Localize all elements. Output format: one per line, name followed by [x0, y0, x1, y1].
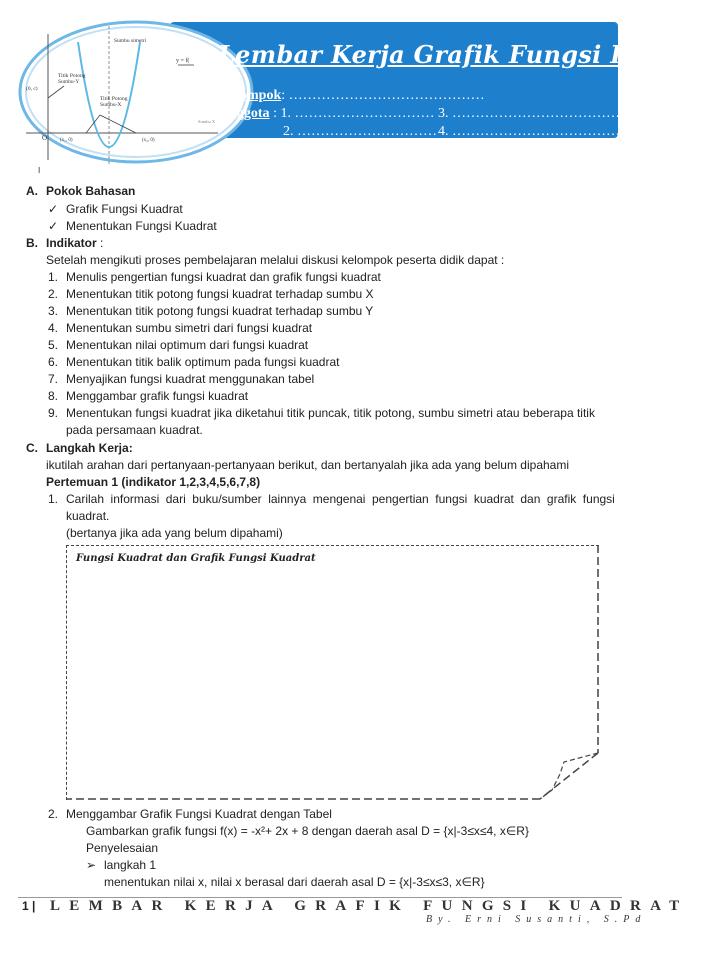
indikator-item: Menyajikan fungsi kuadrat menggunakan tabel	[66, 372, 315, 386]
anggota-field	[219, 106, 434, 122]
anggota-3: 3. ………………………………	[438, 106, 620, 121]
section-b-intro: Setelah mengikuti proses pembelajaran melalui diskusi kelompok peserta didik dapat :	[46, 253, 505, 267]
footer-title: LEMBAR KERJA GRAFIK FUNGSI KUADRAT	[50, 898, 689, 914]
section-b-colon: :	[96, 236, 104, 250]
anggota-1: : 1. …………………………	[273, 106, 435, 121]
section-c-letter: C.	[26, 441, 38, 455]
step-num: 1.	[48, 492, 59, 506]
indikator-item: Menentukan fungsi kuadrat jika diketahui titik puncak, titik potong, sumbu simetri atau beberapa titik	[66, 406, 595, 420]
indikator-num: 7.	[48, 372, 59, 386]
arrow-bullet-icon: ➢	[86, 858, 97, 872]
indikator-num: 8.	[48, 389, 59, 403]
step-num: 2.	[48, 807, 59, 821]
label-0c: (0, c)	[26, 86, 38, 92]
label-titik-potong-y: Titik Potong Sumbu-Y	[58, 73, 86, 85]
step2-task: Gambarkan grafik fungsi f(x) = -x²+ 2x + 8 dengan daerah asal D = {x|-3≤x≤4, x∈R}	[86, 824, 529, 838]
indikator-num: 1.	[48, 270, 59, 284]
section-b-heading-wrap	[46, 236, 103, 251]
anggota-4: 4. ………………………………	[438, 124, 620, 139]
label-y-eq: y = f(	[176, 58, 190, 64]
worksheet-title: Lembar Kerja Grafik Fungsi Kuadrat	[218, 40, 722, 69]
step1-text: Carilah informasi dari buku/sumber lainnya mengenai pengertian fungsi kuadrat dan grafik fungsi	[66, 492, 615, 506]
label-origin: O	[42, 134, 48, 142]
anggota-label: Anggota	[219, 106, 270, 121]
indikator-item-cont: pada persamaan kuadrat.	[66, 423, 203, 437]
indikator-num: 5.	[48, 338, 59, 352]
langkah-text: menentukan nilai x, nilai x berasal dari daerah asal D = {x|-3≤x≤3, x∈R}	[104, 875, 485, 889]
check-icon: ✓	[48, 219, 59, 233]
label-x2: (x₂, 0)	[142, 138, 155, 143]
step1-note: (bertanya jika ada yang belum dipahami)	[66, 526, 283, 540]
indikator-num: 2.	[48, 287, 59, 301]
indikator-item: Menggambar grafik fungsi kuadrat	[66, 389, 249, 403]
anggota-2: 2. …………………………	[283, 124, 437, 139]
indikator-item: Menulis pengertian fungsi kuadrat dan grafik fungsi kuadrat	[66, 270, 381, 284]
step2-text: Menggambar Grafik Fungsi Kuadrat dengan Tabel	[66, 807, 332, 821]
section-b-letter: B.	[26, 236, 38, 250]
check-icon: ✓	[48, 202, 59, 216]
label-x1: (x₁, 0)	[60, 138, 73, 143]
step1-text-cont: kuadrat.	[66, 509, 110, 523]
label-axis-x: Sumbu X	[198, 119, 216, 124]
indikator-item: Menentukan titik balik optimum pada fungsi kuadrat	[66, 355, 340, 369]
section-a-item: Grafik Fungsi Kuadrat	[66, 202, 183, 216]
footer-page-number: 1 |	[22, 899, 36, 913]
small-mark: I	[38, 166, 41, 175]
section-c-heading: Langkah Kerja:	[46, 441, 133, 455]
langkah-label: langkah 1	[104, 858, 157, 872]
section-a-item: Menentukan Fungsi Kuadrat	[66, 219, 217, 233]
answer-box-title: Fungsi Kuadrat dan Grafik Fungsi Kuadrat	[76, 553, 316, 564]
indikator-num: 9.	[48, 406, 59, 420]
indikator-item: Menentukan nilai optimum dari fungsi kuadrat	[66, 338, 309, 352]
section-a-letter: A.	[26, 184, 38, 198]
kelompok-label: Kelompok	[219, 88, 282, 103]
indikator-item: Menentukan titik potong fungsi kuadrat terhadap sumbu X	[66, 287, 374, 301]
penyelesaian-label: Penyelesaian	[86, 841, 159, 855]
section-c-intro: ikutilah arahan dari pertanyaan-pertanyaan berikut, dan bertanyalah jika ada yang belum dipahami	[46, 458, 570, 472]
indikator-num: 4.	[48, 321, 59, 335]
answer-box-border	[60, 540, 608, 806]
indikator-item: Menentukan titik potong fungsi kuadrat terhadap sumbu Y	[66, 304, 374, 318]
indikator-num: 6.	[48, 355, 59, 369]
indikator-num: 3.	[48, 304, 59, 318]
footer-author: By. Erni Susanti, S.Pd	[426, 914, 647, 925]
section-b-heading: Indikator	[46, 236, 97, 250]
section-a-heading: Pokok Bahasan	[46, 184, 136, 198]
kelompok-field	[219, 88, 485, 104]
kelompok-blank: : ……………………………………	[281, 88, 485, 103]
pertemuan-heading: Pertemuan 1 (indikator 1,2,3,4,5,6,7,8)	[46, 475, 261, 489]
indikator-item: Menentukan sumbu simetri dari fungsi kuadrat	[66, 321, 313, 335]
label-sumbu-simetri: Sumbu simetri	[114, 38, 147, 44]
label-titik-potong-x: Titik Potong Sumbu-X	[100, 96, 128, 108]
